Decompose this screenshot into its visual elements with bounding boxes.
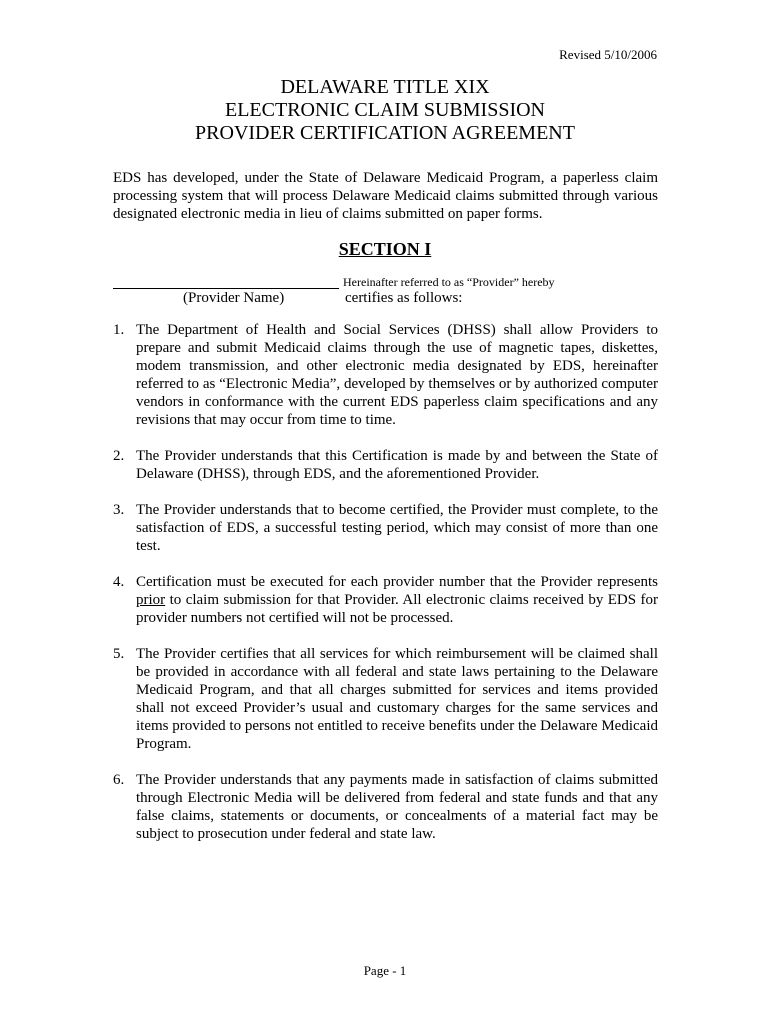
item-text-before: Certification must be executed for each provider number that the Provider represents (136, 574, 658, 590)
item-number: 2. (113, 448, 125, 464)
item-text: The Provider certifies that all services for which reimbursement will be claimed shall be provided in accordance with all federal and state laws pertaining to the Delaware Medicaid Program, and that all charges submitted for services and items provided shall not exceed Provider’s usual and customary charges for the same services and items provided to persons not entitled to receive benefits under the Delaware Medicaid Program. (136, 646, 658, 752)
certification-items (113, 321, 658, 861)
list-item (113, 645, 658, 753)
item-text (136, 574, 658, 626)
item-text: The Provider understands that any payments made in satisfaction of claims submitted through Electronic Media will be delivered from federal and state funds and that any false claims, statements or documents, or concealments of a material fact may be subject to prosecution under federal and state law. (136, 772, 658, 842)
item-text: The Provider understands that to become certified, the Provider must complete, to the satisfaction of EDS, a successful testing period, which may consist of more than one test. (136, 502, 658, 554)
list-item (113, 447, 658, 483)
item-text: The Provider understands that this Certification is made by and between the State of Delaware (DHSS), through EDS, and the aforementioned Provider. (136, 448, 658, 482)
list-item (113, 771, 658, 843)
list-item (113, 573, 658, 627)
item-number: 1. (113, 322, 125, 338)
provider-name-label: (Provider Name) (183, 290, 285, 306)
section-heading: SECTION I (338, 239, 432, 259)
hereinafter-text: Hereinafter referred to as “Provider” hereby (343, 275, 555, 289)
list-item (113, 501, 658, 555)
item-number: 3. (113, 502, 125, 518)
item-number: 5. (113, 646, 125, 662)
item-text-after: to claim submission for that Provider. All electronic claims received by EDS for provider numbers not certified will not be processed. (136, 592, 658, 626)
title-line-1: DELAWARE TITLE XIX (280, 76, 490, 98)
title-line-3: PROVIDER CERTIFICATION AGREEMENT (195, 122, 575, 144)
revision-date: Revised 5/10/2006 (559, 47, 657, 62)
title-line-2: ELECTRONIC CLAIM SUBMISSION (224, 99, 546, 121)
page-number: Page - 1 (363, 963, 407, 978)
certifies-text: certifies as follows: (345, 290, 463, 306)
item-text-underlined: prior (136, 592, 166, 608)
provider-name-blank-line[interactable] (113, 288, 339, 289)
item-number: 4. (113, 574, 125, 590)
item-text: The Department of Health and Social Services (DHSS) shall allow Providers to prepare and submit Medicaid claims through the use of magnetic tapes, diskettes, modem transmission, and other electronic media designated by EDS, hereinafter referred to as “Electronic Media”, developed by themselves or by authorized computer vendors in conformance with the current EDS paperless claim specifications and any revisions that may occur from time to time. (136, 322, 658, 428)
document-title (0, 76, 770, 145)
list-item (113, 321, 658, 429)
intro-paragraph: EDS has developed, under the State of Delaware Medicaid Program, a paperless claim processing system that will process Delaware Medicaid claims submitted through various designated electronic media in lieu of claims submitted on paper forms. (113, 170, 658, 222)
item-number: 6. (113, 772, 125, 788)
